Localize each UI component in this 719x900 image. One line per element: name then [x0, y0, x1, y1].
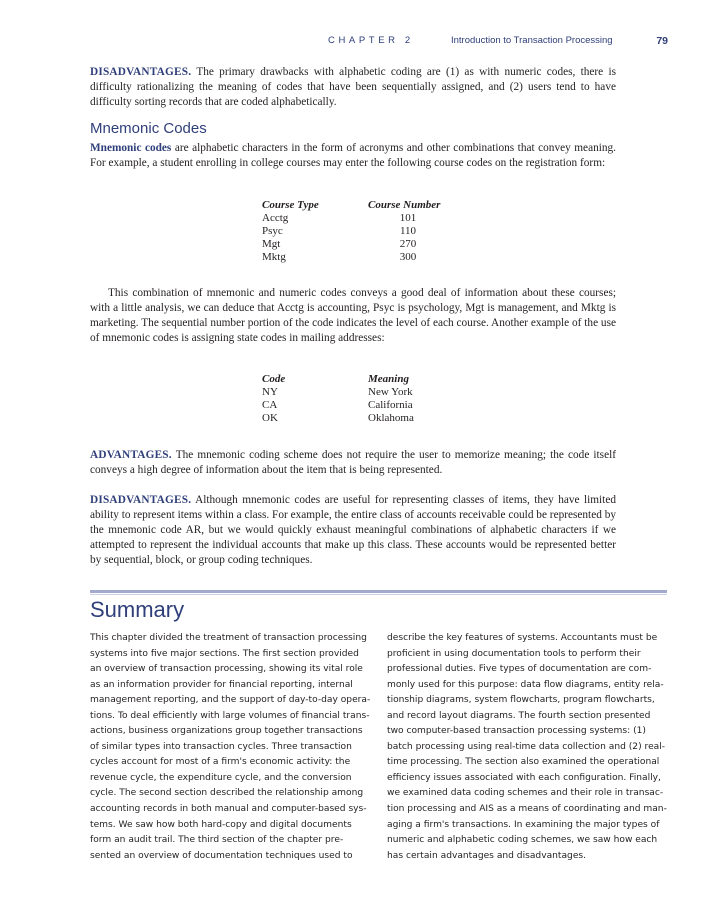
table-row: [262, 251, 458, 264]
disadvantages-text: Although mnemonic codes are useful for representing classes of items, they have limited ability to represent items within a class. For example, the entire class of accounts receivable could be represented by the mnemonic code AR, but we would quickly exhaust meaningful combinations of alphabetic characters if we attempted to represent the individual accounts that make up this class. These accounts would be represented better by sequential, block, or group coding techniques.: [90, 494, 616, 567]
state-meaning-cell: Oklahoma: [368, 412, 414, 424]
table-header-row: [262, 198, 458, 212]
summary-line: has certain advantages and disadvantages.: [387, 850, 587, 861]
table-header-row: [262, 372, 458, 386]
course-number-cell: 110: [399, 225, 417, 237]
summary-divider: [90, 590, 667, 593]
advantages-text: The mnemonic coding scheme does not require the user to memorize meaning; the code itself conveys a high degree of information about the item that is being represented.: [90, 449, 616, 477]
column-header: Meaning: [368, 372, 409, 385]
running-header: [0, 35, 719, 49]
summary-line: proficient in using documentation tools to perform their: [387, 648, 641, 659]
summary-line: batch processing using real-time data collection and (2) real-: [387, 741, 666, 752]
state-meaning-cell: New York: [368, 386, 413, 398]
summary-divider-thin: [90, 594, 667, 595]
state-code-table: [262, 372, 458, 425]
summary-line: cycles account for most of a firm's economic activity: the: [90, 757, 351, 768]
mnemonic-term: Mnemonic codes: [90, 142, 172, 154]
summary-line: tion processing and AIS as a means of coordinating and man-: [387, 804, 667, 815]
summary-line: and record layout diagrams. The fourth section presented: [387, 710, 651, 721]
table-row: [262, 386, 458, 399]
summary-line: cycle. The second section described the relationship among: [90, 788, 364, 799]
summary-line: professional duties. Five types of documentation are com-: [387, 664, 652, 675]
summary-line: aging a firm's transactions. In examining the major types of: [387, 819, 660, 830]
mnemonic-paragraph-2: This combination of mnemonic and numeric codes conveys a good deal of information about these courses; with a little analysis, we can deduce that Acctg is accounting, Psyc is psychology, Mgt is management, and Mktg is marketing. The sequential number portion of the code indicates the level of each course. Another example of the use of mnemonic codes is assigning state codes in mailing addresses:: [90, 287, 616, 345]
summary-line: accounting records in both manual and computer-based sys-: [90, 804, 367, 815]
mnemonic-disadvantages-paragraph: [90, 493, 616, 568]
mnemonic-codes-heading: Mnemonic Codes: [90, 120, 207, 137]
summary-line: tions. To deal efficiently with large volumes of financial trans-: [90, 710, 370, 721]
summary-line: systems into five major sections. The first section provided: [90, 648, 359, 659]
chapter-title: Introduction to Transaction Processing: [451, 35, 613, 46]
course-type-cell: Mktg: [262, 251, 286, 263]
summary-line: form an audit trail. The third section of the chapter pre-: [90, 835, 344, 846]
page-number: 79: [656, 35, 668, 47]
summary-line: monly used for this purpose: data flow diagrams, entity rela-: [387, 679, 664, 690]
course-type-cell: Psyc: [262, 225, 283, 237]
summary-line: management reporting, and the support of day-to-day opera-: [90, 695, 371, 706]
disadvantages-lead: DISADVANTAGES.: [90, 66, 192, 78]
course-number-cell: 270: [399, 238, 417, 250]
state-code-cell: CA: [262, 399, 278, 411]
column-header: Course Type: [262, 198, 319, 211]
table-row: [262, 225, 458, 238]
summary-line: of similar types into transaction cycles. Three transaction: [90, 741, 352, 752]
summary-line: This chapter divided the treatment of transaction processing: [90, 633, 367, 643]
summary-line: two computer-based transaction processing systems: (1): [387, 726, 646, 737]
alphabetic-disadvantages-paragraph: [90, 65, 616, 110]
table-row: [262, 399, 458, 412]
summary-line: an overview of transaction processing, showing its vital role: [90, 664, 363, 675]
summary-line: actions, business organizations group together transactions: [90, 726, 363, 737]
table-row: [262, 412, 458, 425]
summary-heading: Summary: [90, 597, 185, 622]
course-code-table: [262, 198, 458, 264]
column-header: Code: [262, 372, 286, 385]
summary-line: revenue cycle, the expenditure cycle, and the conversion: [90, 772, 352, 783]
summary-line: as an information provider for financial reporting, internal: [90, 679, 353, 690]
state-code-cell: NY: [262, 386, 278, 398]
course-number-cell: 101: [399, 212, 417, 224]
mnemonic-intro-paragraph: [90, 141, 616, 171]
mnemonic-advantages-paragraph: [90, 448, 616, 478]
state-code-cell: OK: [262, 412, 278, 424]
course-type-cell: Acctg: [262, 212, 289, 224]
chapter-label: CHAPTER 2: [328, 35, 414, 46]
summary-line: sented an overview of documentation techniques used to: [90, 850, 353, 861]
summary-line: numeric and alphabetic coding schemes, we saw how each: [387, 835, 658, 846]
advantages-lead: ADVANTAGES.: [90, 449, 172, 461]
summary-left-column: [90, 631, 372, 864]
summary-line: tems. We saw how both hard-copy and digital documents: [90, 819, 352, 830]
summary-line: tionship diagrams, system flowcharts, program flowcharts,: [387, 695, 655, 706]
summary-line: time processing. The section also examined the operational: [387, 757, 660, 768]
course-number-cell: 300: [399, 251, 417, 263]
disadvantages-text: The primary drawbacks with alphabetic coding are (1) as with numeric codes, there is difficulty rationalizing the meaning of codes that have been sequentially assigned, and (2) users tend to have difficulty sorting records that are coded alphabetically.: [90, 66, 616, 109]
table-row: [262, 212, 458, 225]
summary-line: we examined data coding schemes and their role in transac-: [387, 788, 664, 799]
disadvantages-lead: DISADVANTAGES.: [90, 494, 192, 506]
column-header: Course Number: [368, 198, 441, 211]
summary-right-column: [387, 631, 669, 864]
table-row: [262, 238, 458, 251]
course-type-cell: Mgt: [262, 238, 281, 250]
mnemonic-intro-text: are alphabetic characters in the form of acronyms and other combinations that convey meaning. For example, a student enrolling in college courses may enter the following course codes on the registration form:: [90, 142, 616, 170]
summary-line: describe the key features of systems. Accountants must be: [387, 633, 658, 643]
summary-line: efficiency issues associated with each configuration. Finally,: [387, 772, 661, 783]
state-meaning-cell: California: [368, 399, 413, 411]
